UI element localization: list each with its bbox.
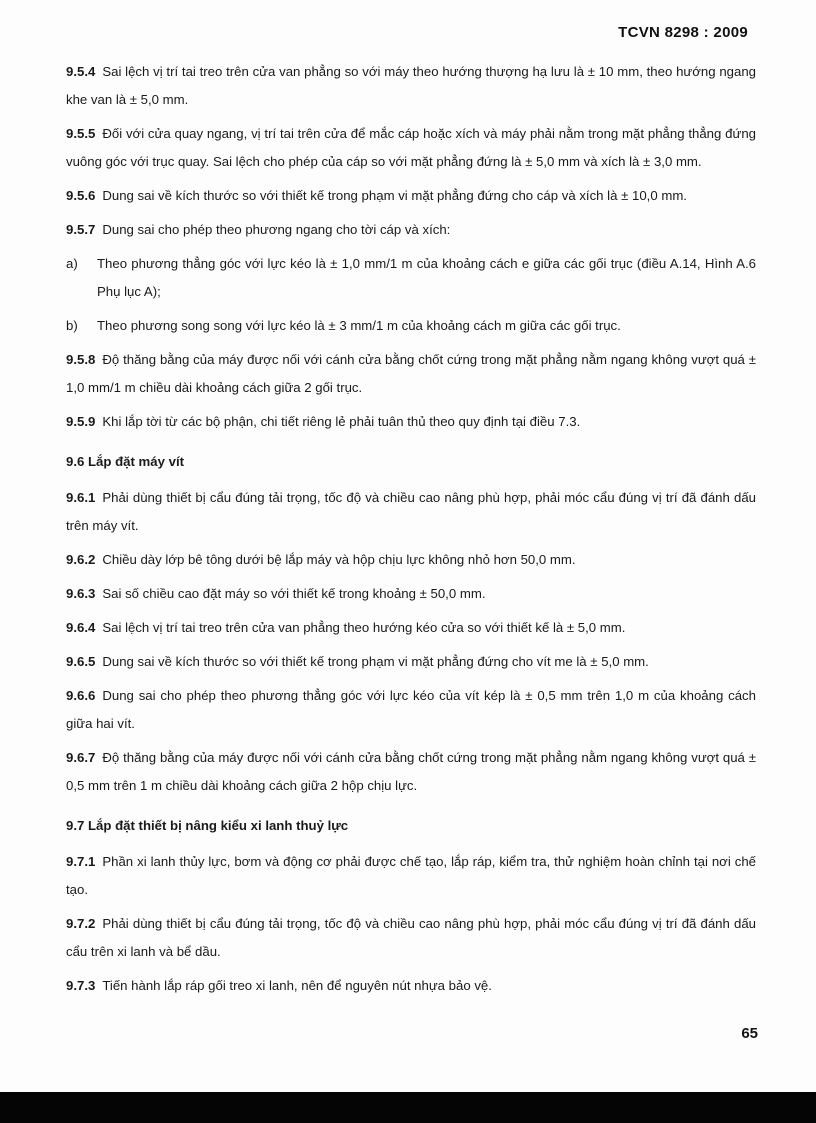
clause-9-6-5: [66, 648, 756, 676]
list-item-label: a): [66, 256, 78, 271]
clause-text: Sai lệch vị trí tai treo trên cửa van phẳng theo hướng kéo cửa so với thiết kế là ± 5,0 mm.: [102, 620, 626, 635]
clause-9-6-6: [66, 682, 756, 738]
clause-9-5-6: [66, 182, 756, 210]
clause-number: 9.7.3: [66, 978, 96, 993]
clause-number: 9.6.6: [66, 688, 96, 703]
section-heading-9-7: 9.7 Lắp đặt thiết bị nâng kiểu xi lanh thuỷ lực: [66, 818, 349, 833]
list-item-text: Theo phương thẳng góc với lực kéo là ± 1,0 mm/1 m của khoảng cách e giữa các gối trục (điều A.14, Hình A.6 Phụ lục A);: [97, 256, 756, 299]
clause-9-6-1: [66, 484, 756, 540]
clause-number: 9.6.5: [66, 654, 96, 669]
clause-9-5-4: [66, 58, 756, 114]
list-item-b: [66, 312, 756, 340]
clause-text: Độ thăng bằng của máy được nối với cánh cửa bằng chốt cứng trong mặt phẳng nằm ngang không vượt quá ± 1,0 mm/1 m chiều dài khoảng cách giữa 2 gối trục.: [66, 352, 756, 395]
clause-text: Chiều dày lớp bê tông dưới bệ lắp máy và hộp chịu lực không nhỏ hơn 50,0 mm.: [102, 552, 576, 567]
clause-9-6-4: [66, 614, 756, 642]
clause-number: 9.6.1: [66, 490, 96, 505]
clause-number: 9.5.4: [66, 64, 96, 79]
clause-text: Đối với cửa quay ngang, vị trí tai trên cửa để mắc cáp hoặc xích và máy phải nằm trong mặt phẳng thẳng đứng vuông góc với trục quay. Sai lệch cho phép của cáp so với mặt phẳng đứng là ± 5,0 mm và xích là ± 3,0 mm.: [66, 126, 756, 169]
scan-edge-bar: [0, 1092, 816, 1123]
clause-9-6-2: [66, 546, 756, 574]
clause-9-5-9: [66, 408, 756, 436]
list-item-label: b): [66, 318, 78, 333]
clause-number: 9.6.3: [66, 586, 96, 601]
page-number: 65: [741, 1025, 758, 1042]
clause-text: Dung sai về kích thước so với thiết kế trong phạm vi mặt phẳng đứng cho vít me là ± 5,0 mm.: [102, 654, 649, 669]
clause-number: 9.7.1: [66, 854, 96, 869]
clause-number: 9.6.2: [66, 552, 96, 567]
clause-9-5-8: [66, 346, 756, 402]
clause-text: Phần xi lanh thủy lực, bơm và động cơ phải được chế tạo, lắp ráp, kiểm tra, thử nghiệm hoàn chỉnh tại nơi chế tạo.: [66, 854, 756, 897]
clause-9-5-5: [66, 120, 756, 176]
list-item-text: Theo phương song song với lực kéo là ± 3 mm/1 m của khoảng cách m giữa các gối trục.: [97, 318, 621, 333]
clause-text: Sai lệch vị trí tai treo trên cửa van phẳng so với máy theo hướng thượng hạ lưu là ± 10 mm, theo hướng ngang khe van là ± 5,0 mm.: [66, 64, 756, 107]
clause-text: Dung sai cho phép theo phương ngang cho tời cáp và xích:: [102, 222, 451, 237]
clause-9-7-2: [66, 910, 756, 966]
clause-text: Tiến hành lắp ráp gối treo xi lanh, nên để nguyên nút nhựa bảo vệ.: [102, 978, 492, 993]
clause-9-7-1: [66, 848, 756, 904]
clause-number: 9.7.2: [66, 916, 96, 931]
clause-text: Khi lắp tời từ các bộ phận, chi tiết riêng lẻ phải tuân thủ theo quy định tại điều 7.3.: [102, 414, 581, 429]
clause-number: 9.6.4: [66, 620, 96, 635]
list-item-a: [66, 250, 756, 306]
clause-number: 9.5.8: [66, 352, 96, 367]
clause-number: 9.5.5: [66, 126, 96, 141]
clause-number: 9.5.9: [66, 414, 96, 429]
clause-number: 9.5.7: [66, 222, 96, 237]
clause-text: Phải dùng thiết bị cẩu đúng tải trọng, tốc độ và chiều cao nâng phù hợp, phải móc cẩu đúng vị trí đã đánh dấu cẩu trên xi lanh và bể dầu.: [66, 916, 756, 959]
clause-text: Dung sai về kích thước so với thiết kế trong phạm vi mặt phẳng đứng cho cáp và xích là ± 10,0 mm.: [102, 188, 687, 203]
clause-text: Phải dùng thiết bị cẩu đúng tải trọng, tốc độ và chiều cao nâng phù hợp, phải móc cẩu đúng vị trí đã đánh dấu trên máy vít.: [66, 490, 756, 533]
clause-text: Độ thăng bằng của máy được nối với cánh cửa bằng chốt cứng trong mặt phẳng nằm ngang không vượt quá ± 0,5 mm trên 1 m chiều dài khoảng cách giữa 2 hộp chịu lực.: [66, 750, 756, 793]
standard-code: TCVN 8298 : 2009: [618, 24, 748, 41]
clause-9-5-7: [66, 216, 756, 244]
section-heading-9-6: 9.6 Lắp đặt máy vít: [66, 454, 184, 469]
clause-number: 9.6.7: [66, 750, 96, 765]
clause-9-7-3: [66, 972, 756, 1000]
document-body: [66, 58, 756, 1006]
clause-text: Sai số chiều cao đặt máy so với thiết kế trong khoảng ± 50,0 mm.: [102, 586, 486, 601]
clause-9-6-3: [66, 580, 756, 608]
clause-number: 9.5.6: [66, 188, 96, 203]
clause-text: Dung sai cho phép theo phương thẳng góc với lực kéo của vít kép là ± 0,5 mm trên 1,0 m của khoảng cách giữa hai vít.: [66, 688, 756, 731]
clause-9-6-7: [66, 744, 756, 800]
